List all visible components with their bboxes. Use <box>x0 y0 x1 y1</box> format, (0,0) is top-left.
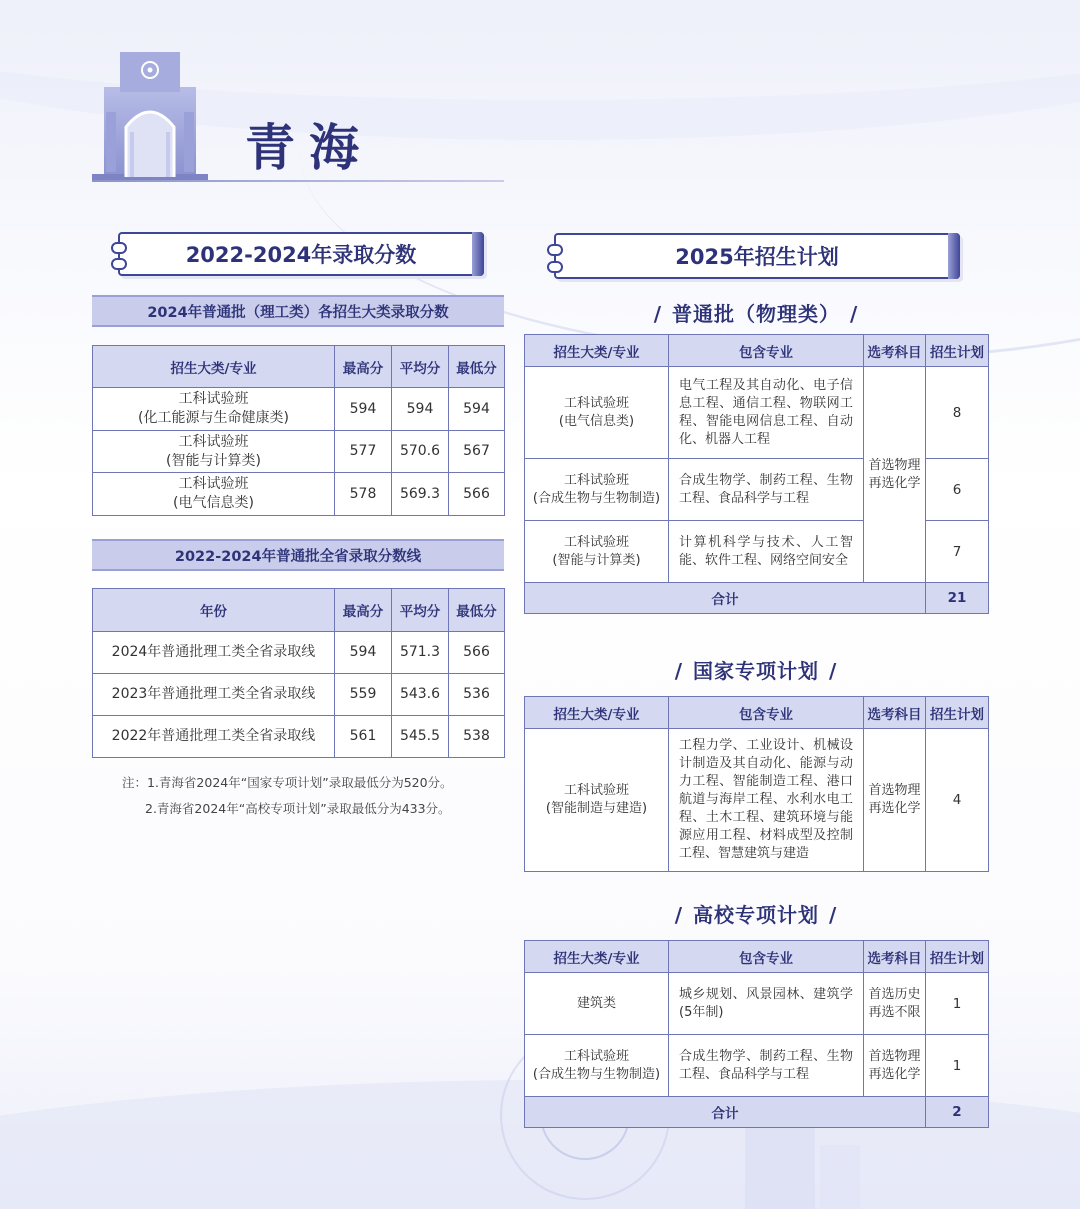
quota-cell: 1 <box>926 973 989 1035</box>
max-score: 594 <box>335 388 392 431</box>
avg-score: 543.6 <box>392 674 449 716</box>
max-score: 578 <box>335 473 392 516</box>
avg-score: 569.3 <box>392 473 449 516</box>
table-row <box>525 729 989 872</box>
max-score: 594 <box>335 632 392 674</box>
category-cell: 工科试验班 (合成生物与生物制造) <box>525 1035 669 1097</box>
max-score: 559 <box>335 674 392 716</box>
avg-score: 545.5 <box>392 716 449 758</box>
max-score: 577 <box>335 431 392 473</box>
quota-cell: 8 <box>926 367 989 459</box>
majors-cell: 城乡规划、风景园林、建筑学(5年制) <box>669 973 864 1035</box>
background-city-silhouette-2 <box>820 1145 860 1209</box>
note-line-1: 注：1.青海省2024年“国家专项计划”录取最低分为520分。 <box>122 775 453 790</box>
binder-ring-icon <box>547 244 563 256</box>
min-score: 567 <box>449 431 505 473</box>
table-row <box>93 632 505 674</box>
column-header: 包含专业 <box>669 335 864 367</box>
table-row <box>93 473 505 516</box>
column-header: 包含专业 <box>669 941 864 973</box>
majors-cell: 工程力学、工业设计、机械设计制造及其自动化、能源与动力工程、智能制造工程、港口航道与海岸工程、水利水电工程、土木工程、建筑环境与能源应用工程、材料成型及控制工程、智慧建筑与建造 <box>669 729 864 872</box>
university-gate-icon <box>92 52 208 182</box>
category-cell: 工科试验班 (化工能源与生命健康类) <box>93 388 335 431</box>
category-cell: 工科试验班 (合成生物与生物制造) <box>525 459 669 521</box>
category-cell: 工科试验班 (智能与计算类) <box>93 431 335 473</box>
subject-cell: 首选物理 再选化学 <box>864 367 926 583</box>
column-header: 最低分 <box>449 346 505 388</box>
category-cell: 工科试验班 (电气信息类) <box>93 473 335 516</box>
table-row <box>525 367 989 459</box>
binder-ring-icon <box>111 242 127 254</box>
column-header: 包含专业 <box>669 697 864 729</box>
majors-cell: 电气工程及其自动化、电子信息工程、通信工程、物联网工程、智能电网信息工程、自动化、机器人工程 <box>669 367 864 459</box>
provincial-line-table <box>92 588 505 758</box>
table2-title: 2022-2024年普通批全省录取分数线 <box>92 539 504 571</box>
table-row <box>525 973 989 1035</box>
table-row <box>93 431 505 473</box>
column-header: 招生大类/专业 <box>525 941 669 973</box>
category-cell: 建筑类 <box>525 973 669 1035</box>
column-header: 招生计划 <box>926 697 989 729</box>
column-header: 年份 <box>93 589 335 632</box>
column-header: 平均分 <box>392 589 449 632</box>
max-score: 561 <box>335 716 392 758</box>
subject-cell: 首选物理 再选化学 <box>864 1035 926 1097</box>
plan-table-regular <box>524 334 989 614</box>
column-header: 招生大类/专业 <box>93 346 335 388</box>
avg-score: 594 <box>392 388 449 431</box>
quota-cell: 6 <box>926 459 989 521</box>
column-header: 选考科目 <box>864 697 926 729</box>
subject-cell: 首选物理 再选化学 <box>864 729 926 872</box>
table-row <box>525 1035 989 1097</box>
table-row <box>93 674 505 716</box>
total-value: 21 <box>926 583 989 614</box>
binder-ring-icon <box>547 261 563 273</box>
majors-cell: 合成生物学、制药工程、生物工程、食品科学与工程 <box>669 459 864 521</box>
avg-score: 571.3 <box>392 632 449 674</box>
plan-table-university <box>524 940 989 1128</box>
min-score: 566 <box>449 473 505 516</box>
quota-cell: 4 <box>926 729 989 872</box>
total-row <box>525 583 989 614</box>
banner-cap <box>948 233 960 279</box>
column-header: 招生大类/专业 <box>525 697 669 729</box>
left-banner-label: 2022-2024年录取分数 <box>185 243 417 267</box>
banner-cap <box>472 232 484 276</box>
min-score: 538 <box>449 716 505 758</box>
column-header: 最高分 <box>335 589 392 632</box>
binder-ring-icon <box>111 258 127 270</box>
majors-cell: 计算机科学与技术、人工智能、软件工程、网络空间安全 <box>669 521 864 583</box>
column-header: 选考科目 <box>864 941 926 973</box>
plan-table-national <box>524 696 989 872</box>
subject-cell: 首选历史 再选不限 <box>864 973 926 1035</box>
title-underline <box>92 180 504 182</box>
category-cell: 工科试验班 (智能与计算类) <box>525 521 669 583</box>
left-section-banner <box>118 232 484 276</box>
column-header: 招生计划 <box>926 335 989 367</box>
right-section-banner <box>554 233 960 279</box>
plan3-title: / 高校专项计划 / <box>674 903 838 927</box>
year-line-name: 2023年普通批理工类全省录取线 <box>93 674 335 716</box>
majors-cell: 合成生物学、制药工程、生物工程、食品科学与工程 <box>669 1035 864 1097</box>
right-banner-label: 2025年招生计划 <box>675 245 839 269</box>
table1-title: 2024年普通批（理工类）各招生大类录取分数 <box>92 295 504 327</box>
avg-score: 570.6 <box>392 431 449 473</box>
year-line-name: 2024年普通批理工类全省录取线 <box>93 632 335 674</box>
note-line-2: 2.青海省2024年“高校专项计划”录取最低分为433分。 <box>145 801 451 816</box>
min-score: 536 <box>449 674 505 716</box>
total-row <box>525 1097 989 1128</box>
category-cell: 工科试验班 (智能制造与建造) <box>525 729 669 872</box>
quota-cell: 7 <box>926 521 989 583</box>
total-label: 合计 <box>525 583 926 614</box>
column-header: 招生大类/专业 <box>525 335 669 367</box>
background-city-silhouette <box>745 1120 815 1209</box>
total-label: 合计 <box>525 1097 926 1128</box>
column-header: 最低分 <box>449 589 505 632</box>
score-table-2024 <box>92 345 505 516</box>
quota-cell: 1 <box>926 1035 989 1097</box>
column-header: 招生计划 <box>926 941 989 973</box>
table-row <box>93 716 505 758</box>
page-title: 青海 <box>245 118 373 177</box>
column-header: 选考科目 <box>864 335 926 367</box>
table-row <box>93 388 505 431</box>
column-header: 最高分 <box>335 346 392 388</box>
year-line-name: 2022年普通批理工类全省录取线 <box>93 716 335 758</box>
plan1-title: / 普通批（物理类） / <box>653 302 859 326</box>
category-cell: 工科试验班 (电气信息类) <box>525 367 669 459</box>
min-score: 566 <box>449 632 505 674</box>
plan2-title: / 国家专项计划 / <box>674 659 838 683</box>
min-score: 594 <box>449 388 505 431</box>
total-value: 2 <box>926 1097 989 1128</box>
column-header: 平均分 <box>392 346 449 388</box>
